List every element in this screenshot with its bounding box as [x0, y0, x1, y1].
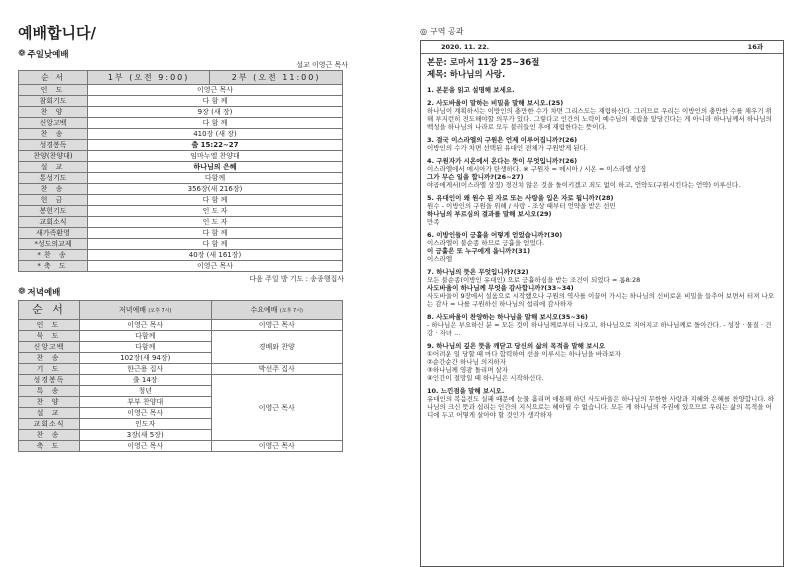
table-row [19, 140, 343, 151]
text-line: 9. 하나님의 깊은 뜻을 깨닫고 당신의 삶의 목적을 말해 보시오 [427, 342, 606, 350]
text-line: 이방인의 수가 차면 선택된 유대인 전체가 구원받게 된다. [427, 144, 588, 152]
table-cell: 축 도 [19, 441, 80, 452]
table-cell: 찬 송 [19, 184, 88, 195]
text-line: 5. 유대인이 왜 원수 된 자로 또는 사랑을 입은 자로 됩니까?(28) [427, 194, 614, 202]
table-cell: 찬 송 [19, 353, 80, 364]
study-section-heading: ◎ 구역 공과 [420, 27, 464, 36]
lesson-number: 16과 [747, 43, 763, 51]
list-item [427, 136, 777, 152]
study-box [420, 40, 784, 567]
table-cell: 인 도 [19, 320, 80, 331]
text-line: 유대인의 복음전도 실패 때문에 눈물 흘리며 애통해 하던 사도바울은 하나님의 무한한 사랑과 지혜와 은혜를 찬양합니다. 하나님의 크신 뜻과 섭리는 인간의 지식으로는 헤아릴 수 없습니다. 모든 게 하나님의 주권에 있으므로 우리는 삶의 목적을 어디에 두고 어떻게 살아야 할 것인가 생각하자 [427, 395, 775, 419]
table-cell: 다함께 [80, 331, 212, 342]
text-line: 그가 무슨 일을 합니까?(26~27) [427, 173, 524, 181]
text-line: 이스라엘 [427, 255, 453, 263]
text-line: 원수 - 이방인의 구원을 위해 / 사랑 - 조상 때부터 언약을 받은 선민 [427, 202, 616, 210]
table-cell: 찬양(찬양대) [19, 151, 88, 162]
text-line: 하나님이 계획하시는 이방인의 충만한 수가 차면 그리스도는 재림하신다. 그러므로 우리는 이방인의 충만한 수를 채우기 위해 부지런히 전도해야할 의무가 있다. 그렇다고 인간의 노력이 예수님의 재림을 앞당긴다는 게 아니라 하나님께서 하나님의 백성을 하나님의 나라로 모두 불러들인 후에 재림한다는 뜻이다. [427, 107, 772, 131]
table-cell: 102장(새 94장) [80, 353, 212, 364]
table-row [19, 331, 343, 342]
table-row [19, 320, 343, 331]
table-cell: 3장(새 5장) [80, 430, 212, 441]
table-cell: 410장 (새 장) [88, 129, 343, 140]
morning-preacher: 설교 이영근 목사 [296, 61, 348, 69]
col-sunday-evening: 저녁예배 (오후 7시) [80, 301, 212, 320]
table-cell: 이영근 목사 [80, 320, 212, 331]
table-row [19, 206, 343, 217]
table-row [19, 375, 343, 386]
list-item [427, 86, 777, 94]
morning-section-heading: ❁ 주일낮예배 [18, 49, 69, 60]
table-cell: 이영근 목사 [88, 85, 343, 96]
table-cell: 성경봉독 [19, 375, 80, 386]
text-line: 사도바울이 9장에서 설움으로 시작했으나 구원의 역사를 이끌어 가시는 하나님의 신비로운 비밀을 들추어 보면서 터져 나오는 감사 = 나를 구원하신 하나님의 섭리에 감사하자 [427, 292, 775, 308]
text-line: 이 긍휼은 또 누구에게 옵니까?(31) [427, 247, 531, 255]
table-cell: 찬 양 [19, 397, 80, 408]
table-cell: 새가족환영 [19, 228, 88, 239]
bullet-circle-icon: ◎ [420, 27, 427, 36]
page-title: 예배합니다/ [18, 24, 96, 42]
text-line: 6. 이방인들이 긍휼을 어떻게 얻었습니까?(30) [427, 231, 563, 239]
text-line: 이스라엘이 불순종 하므로 긍휼을 얻었다. [427, 239, 545, 247]
table-row [19, 85, 343, 96]
table-row [19, 129, 343, 140]
table-cell: 40장 (새 161장) [88, 250, 343, 261]
table-row [19, 96, 343, 107]
study-date: 2020. 11. 22. [441, 43, 490, 51]
col-first-service: 1부 (오전 9:00) [88, 71, 210, 85]
table-cell: 교회소식 [19, 217, 88, 228]
table-row [19, 162, 343, 173]
col-second-service: 2부 (오전 11:00) [210, 71, 343, 85]
table-row [19, 151, 343, 162]
table-cell: 통성기도 [19, 173, 88, 184]
table-row [19, 239, 343, 250]
table-row [19, 250, 343, 261]
list-item [427, 231, 777, 263]
col-order: 순 서 [19, 301, 80, 320]
table-cell: 헌 금 [19, 195, 88, 206]
text-line: 이스라엘에서 메시아가 탄생하다. ※ 구원자 = 메시아 / 시온 = 이스라엘 상징 [427, 165, 647, 173]
text-reference: 본문: 로마서 11장 25~36절 [427, 58, 540, 68]
table-cell: 이영근 목사 [88, 261, 343, 272]
table-cell: 인 도 자 [88, 217, 343, 228]
table-cell: 참회기도 [19, 96, 88, 107]
table-cell: 다 함 께 [88, 228, 343, 239]
list-item [427, 387, 777, 419]
table-cell: 다함께 [80, 342, 212, 353]
table-cell: 인도자 [80, 419, 212, 430]
table-cell: 설 교 [19, 408, 80, 419]
table-cell: 출 15:22~27 [88, 140, 343, 151]
text-line: 하나님의 부르심의 결과를 말해 보시오(29) [427, 210, 552, 218]
table-cell: 기 도 [19, 364, 80, 375]
table-cell: 특 송 [19, 386, 80, 397]
list-item [427, 268, 777, 308]
table-cell: 하나님의 은혜 [88, 162, 343, 173]
table-cell: 찬 송 [19, 129, 88, 140]
table-cell: 봉헌기도 [19, 206, 88, 217]
table-cell: 찬 송 [19, 430, 80, 441]
list-item [427, 194, 777, 226]
evening-section-heading: ❁ 저녁예배 [18, 287, 61, 298]
table-cell: 설 교 [19, 162, 88, 173]
table-cell: 찬 양 [19, 107, 88, 118]
text-line: 사도바울이 하나님께 무엇을 감사합니까?(33~34) [427, 284, 574, 292]
table-cell: 이영근 목사 [211, 320, 343, 331]
table-cell: 교회소식 [19, 419, 80, 430]
text-line: 만족 [427, 218, 440, 226]
table-cell: 다 함 께 [88, 118, 343, 129]
table-row [19, 441, 343, 452]
list-item [427, 157, 777, 189]
table-cell: 박선주 집사 [211, 364, 343, 375]
table-cell: 356장(새 216장) [88, 184, 343, 195]
list-item [427, 342, 777, 382]
table-row [19, 364, 343, 375]
text-line: 10. 느낀점을 말해 보시오. [427, 387, 505, 395]
table-cell: 이영근 목사 [211, 375, 343, 441]
evening-order-table [18, 300, 343, 452]
table-row [19, 261, 343, 272]
flower-icon: ❁ [18, 287, 26, 297]
col-wednesday: 수요예배 (오후 7시) [211, 301, 343, 320]
table-cell: 이영근 목사 [80, 408, 212, 419]
text-line: 모든 불순종(이방인 유대인) 으로 긍휼하심을 받는 조건이 되었다 = 롬8:28 [427, 276, 641, 284]
text-line: ①어려운 일 당할 때 마다 합력하여 선을 이루시는 하나님을 바라보자 [427, 350, 621, 358]
table-cell: 신앙고백 [19, 342, 80, 353]
table-row [19, 118, 343, 129]
table-cell: *축 도 [19, 261, 88, 272]
text-line: 7. 하나님의 뜻은 무엇입니까?(32) [427, 268, 529, 276]
morning-order-table [18, 70, 343, 272]
study-column [420, 26, 784, 567]
table-cell: 경배와 찬양 [211, 331, 343, 364]
study-dateline [421, 41, 783, 54]
table-cell: 다 함 께 [88, 195, 343, 206]
flower-icon: ❁ [18, 49, 26, 59]
text-line: ④인간이 절망일 때 하나님은 시작하신다. [427, 374, 544, 382]
table-cell: 출 14장 [80, 375, 212, 386]
table-cell: 청년 [80, 386, 212, 397]
next-week-prayer: 다음 주일 방 기도 : 송종행집사 [249, 275, 344, 283]
table-cell: 다 함 께 [88, 239, 343, 250]
text-line: 야곱에게서(이스라엘 상징) 경건치 않은 것을 돌이키겠고 죄도 없이 하고, 언약도(구원시킨다는 언약) 이루신다. [427, 181, 741, 189]
table-cell: 묵 도 [19, 331, 80, 342]
text-line: 4. 구원자가 시온에서 온다는 뜻이 무엇입니까?(26) [427, 157, 578, 165]
worship-column [18, 22, 348, 452]
text-line: 1. 본문을 읽고 설명해 보세요. [427, 86, 515, 94]
table-cell: 다 함 께 [88, 96, 343, 107]
table-row [19, 107, 343, 118]
table-cell: 다함께 [88, 173, 343, 184]
table-row [19, 184, 343, 195]
list-item [427, 313, 777, 337]
col-order: 순 서 [19, 71, 88, 85]
table-row [19, 173, 343, 184]
text-line: 8. 사도바울이 찬양하는 하나님을 말해 보시오(35~36) [427, 313, 588, 321]
table-row [19, 228, 343, 239]
table-cell: 9장 (새 장) [88, 107, 343, 118]
table-cell: 임마누엘 찬양대 [88, 151, 343, 162]
table-cell: 인 도 [19, 85, 88, 96]
table-cell: *성도의교제 [19, 239, 88, 250]
table-cell: 이영근 목사 [211, 441, 343, 452]
text-line: ②순간순간 하나님 의지하자 [427, 358, 507, 366]
table-cell: 신앙고백 [19, 118, 88, 129]
table-row [19, 195, 343, 206]
table-cell: 부부 찬양대 [80, 397, 212, 408]
text-line: 3. 결국 이스라엘의 구원은 언제 이루어집니까?(26) [427, 136, 578, 144]
text-line: - 하나님은 부요하신 분 = 모든 것이 하나님께로부터 나오고, 하나님으로 지어지고 하나님께로 돌아간다. - 성장 · 물질 · 건강 · 자녀 ... [427, 321, 772, 337]
text-line: ③하나님께 영광 돌리며 살자 [427, 366, 509, 374]
table-cell: 성경봉독 [19, 140, 88, 151]
table-cell: 한근용 집사 [80, 364, 212, 375]
table-cell: 이영근 목사 [80, 441, 212, 452]
text-line: 2. 사도바울이 말하는 비밀을 말해 보시오.(25) [427, 99, 564, 107]
list-item [427, 99, 777, 131]
lesson-subject: 제목: 하나님의 사랑. [427, 70, 506, 80]
table-cell: 인 도 자 [88, 206, 343, 217]
table-cell: *찬 송 [19, 250, 88, 261]
table-row [19, 217, 343, 228]
